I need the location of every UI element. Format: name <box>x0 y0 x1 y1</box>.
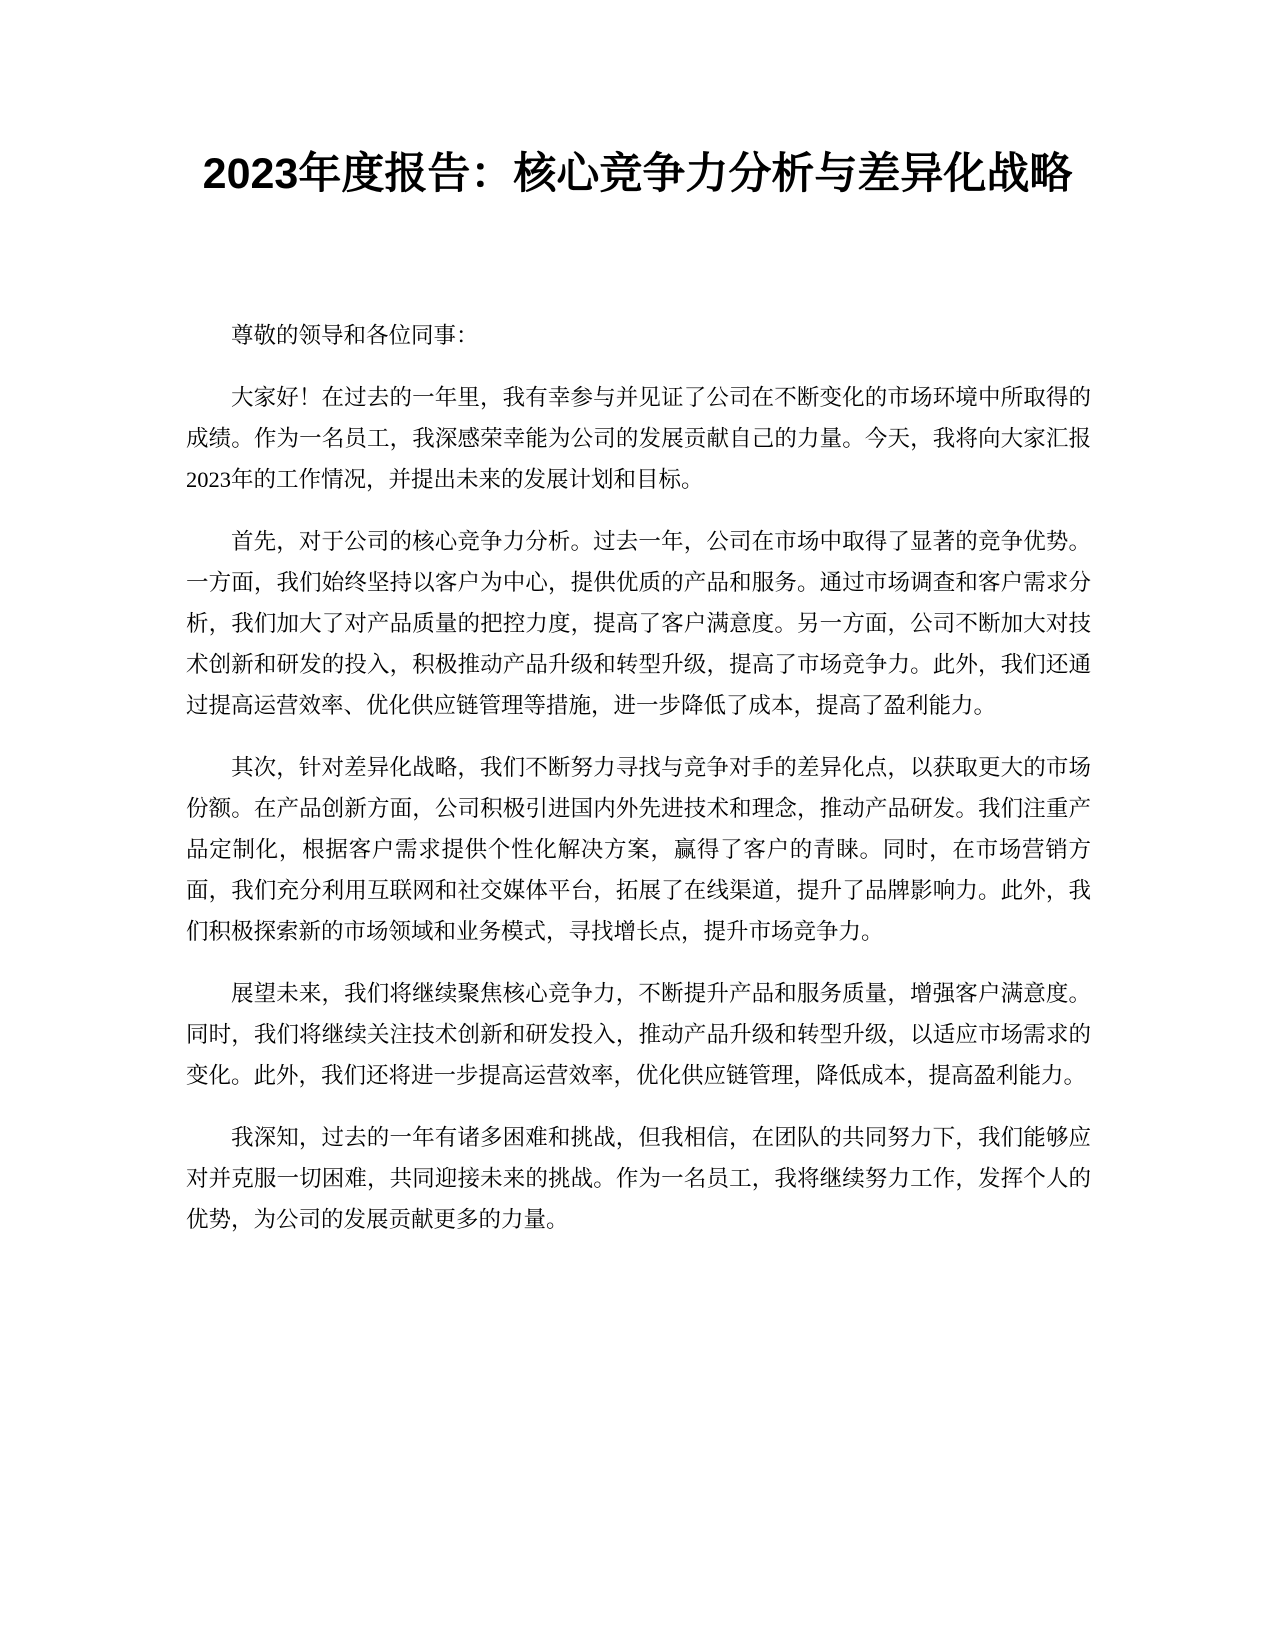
document-body <box>186 315 1091 1261</box>
paragraph-3: 其次，针对差异化战略，我们不断努力寻找与竞争对手的差异化点，以获取更大的市场份额。在产品创新方面，公司积极引进国内外先进技术和理念，推动产品研发。我们注重产品定制化，根据客户需求提供个性化解决方案，赢得了客户的青睐。同时，在市场营销方面，我们充分利用互联网和社交媒体平台，拓展了在线渠道，提升了品牌影响力。此外，我们积极探索新的市场领域和业务模式，寻找增长点，提升市场竞争力。 <box>186 755 1091 944</box>
paragraph-2: 首先，对于公司的核心竞争力分析。过去一年，公司在市场中取得了显著的竞争优势。一方面，我们始终坚持以客户为中心，提供优质的产品和服务。通过市场调查和客户需求分析，我们加大了对产品质量的把控力度，提高了客户满意度。另一方面，公司不断加大对技术创新和研发的投入，积极推动产品升级和转型升级，提高了市场竞争力。此外，我们还通过提高运营效率、优化供应链管理等措施，进一步降低了成本，提高了盈利能力。 <box>186 529 1091 718</box>
salutation: 尊敬的领导和各位同事： <box>231 323 479 348</box>
document-title: 2023年度报告：核心竞争力分析与差异化战略 <box>202 150 1073 198</box>
paragraph-1: 大家好！在过去的一年里，我有幸参与并见证了公司在不断变化的市场环境中所取得的成绩。作为一名员工，我深感荣幸能为公司的发展贡献自己的力量。今天，我将向大家汇报2023年的工作情况，并提出未来的发展计划和目标。 <box>186 385 1091 492</box>
paragraph-4: 展望未来，我们将继续聚焦核心竞争力，不断提升产品和服务质量，增强客户满意度。同时，我们将继续关注技术创新和研发投入，推动产品升级和转型升级，以适应市场需求的变化。此外，我们还将进一步提高运营效率，优化供应链管理，降低成本，提高盈利能力。 <box>186 981 1091 1088</box>
paragraph-5: 我深知，过去的一年有诸多困难和挑战，但我相信，在团队的共同努力下，我们能够应对并克服一切困难，共同迎接未来的挑战。作为一名员工，我将继续努力工作，发挥个人的优势，为公司的发展贡献更多的力量。 <box>186 1125 1091 1232</box>
